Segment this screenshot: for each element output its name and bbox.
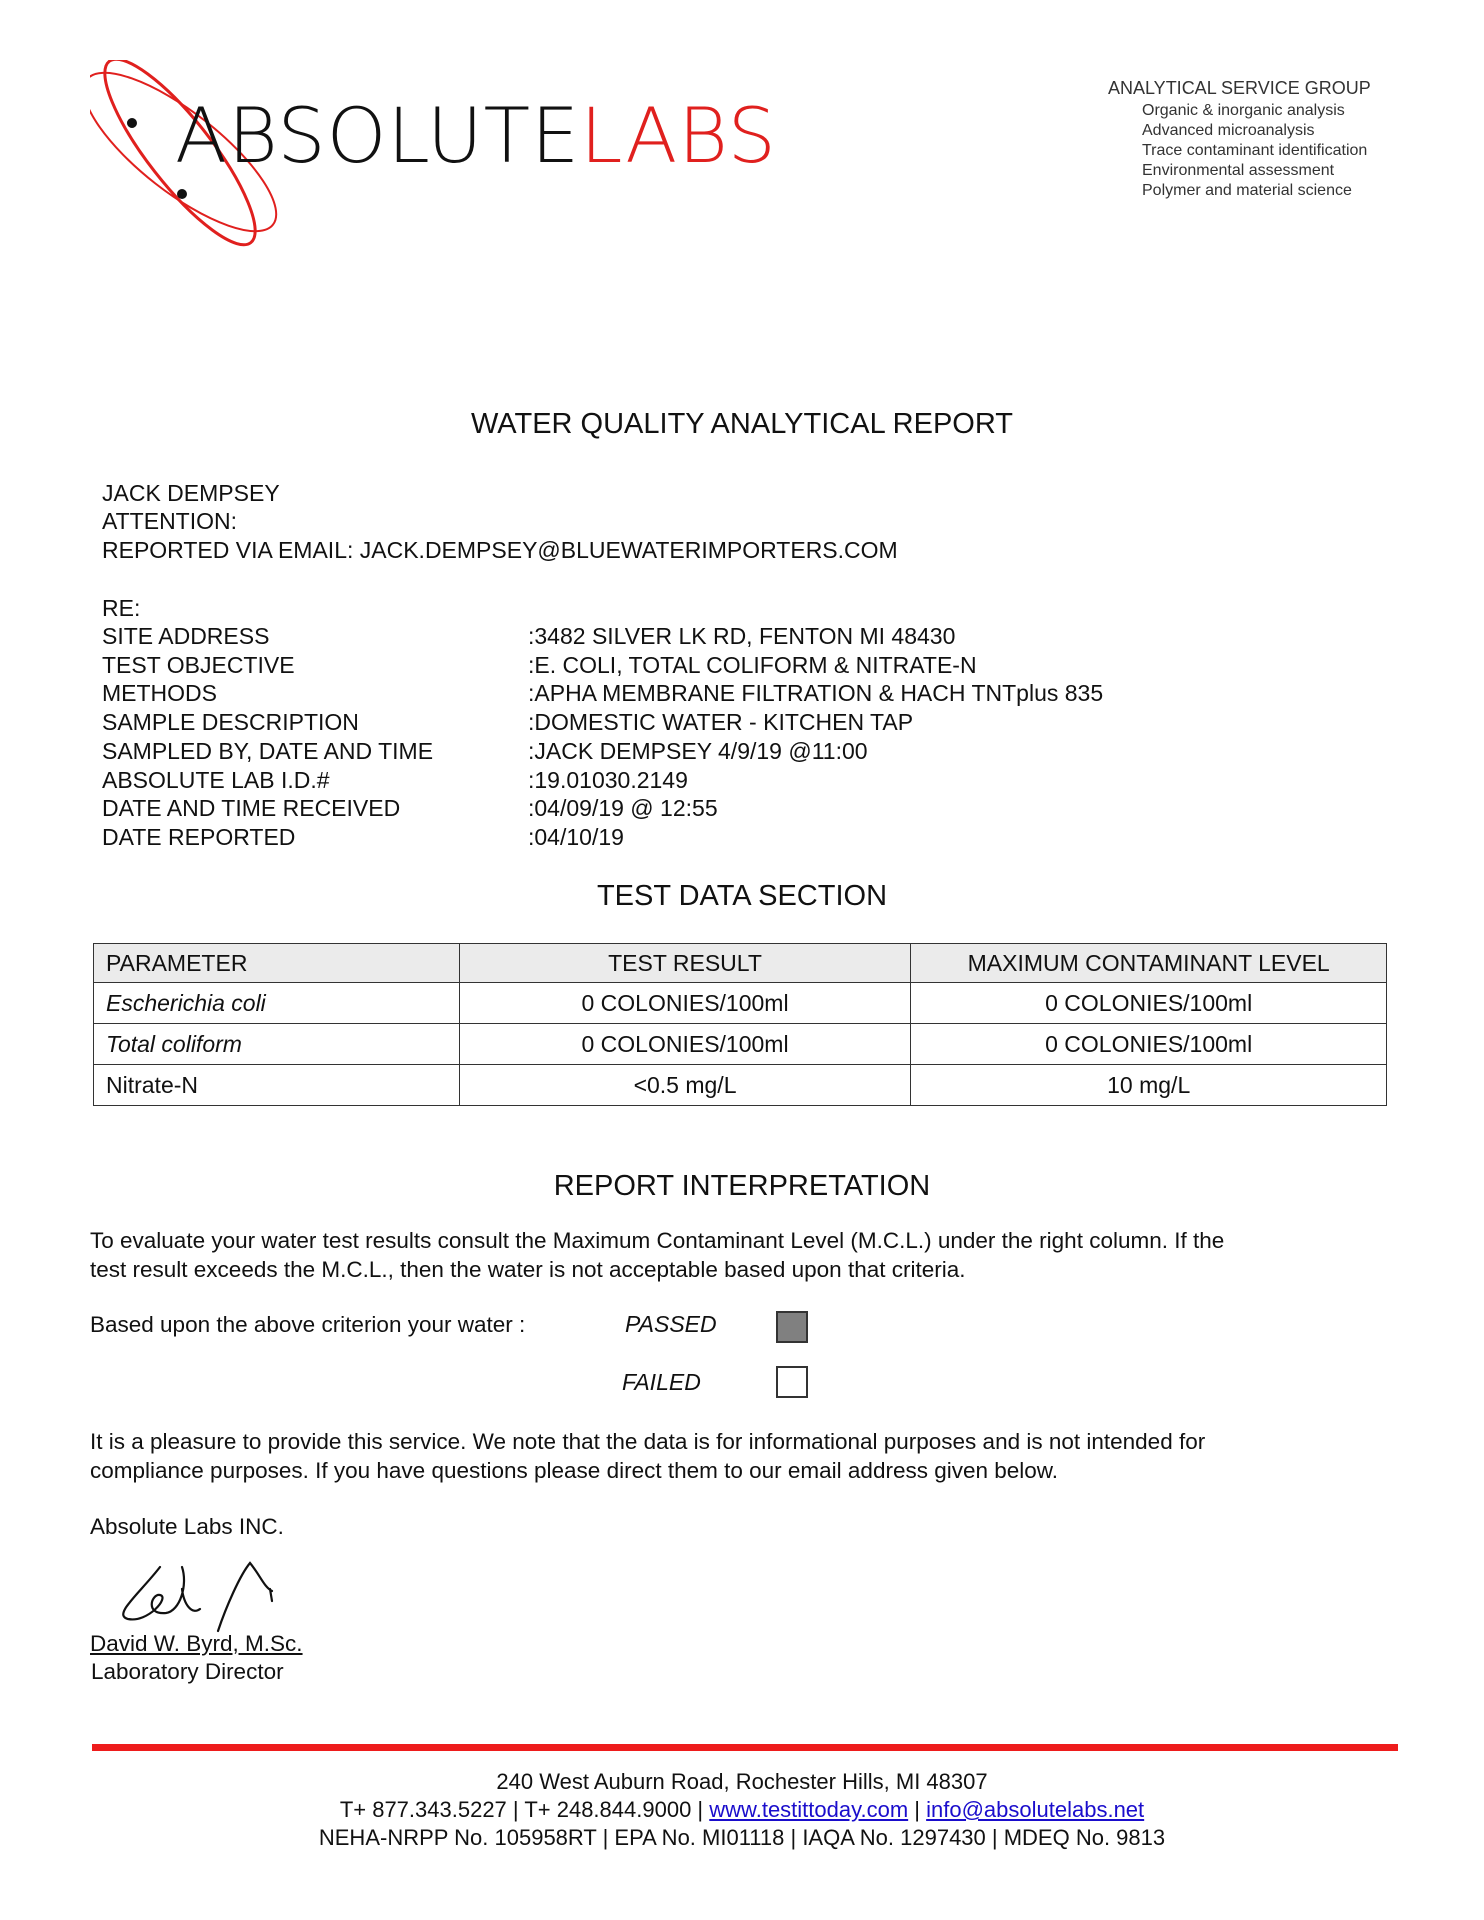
detail-row <box>102 766 1103 795</box>
footer-contact <box>0 1797 1484 1823</box>
detail-value: :JACK DEMPSEY 4/9/19 @11:00 <box>528 737 868 764</box>
detail-value: :APHA MEMBRANE FILTRATION & HACH TNTplus 835 <box>528 680 1104 707</box>
service-group <box>1108 78 1468 201</box>
footer-separator: | <box>914 1797 920 1822</box>
service-group-title: ANALYTICAL SERVICE GROUP <box>1108 78 1371 98</box>
test-results-table <box>93 943 1387 1106</box>
logo-text-labs: LABS <box>580 91 777 180</box>
service-item: Environmental assessment <box>1142 162 1335 179</box>
detail-label: METHODS <box>102 680 217 707</box>
detail-label: ABSOLUTE LAB I.D.# <box>102 766 330 793</box>
service-item: Polymer and material science <box>1142 182 1352 199</box>
client-name: JACK DEMPSEY <box>102 480 280 506</box>
company-logo <box>90 60 777 260</box>
result-cell: 0 COLONIES/100ml <box>459 1024 911 1065</box>
table-row <box>94 1065 1387 1106</box>
parameter-cell: Total coliform <box>94 1024 460 1065</box>
detail-value: :04/09/19 @ 12:55 <box>528 795 718 822</box>
detail-row <box>102 737 1103 766</box>
service-item: Advanced microanalysis <box>1142 122 1315 139</box>
detail-value: :3482 SILVER LK RD, FENTON MI 48430 <box>528 623 956 649</box>
passed-label: PASSED <box>625 1311 717 1337</box>
attention-line: ATTENTION: <box>102 508 238 534</box>
table-header-row <box>94 944 1387 983</box>
detail-label: TEST OBJECTIVE <box>102 651 295 678</box>
service-item: Trace contaminant identification <box>1142 142 1368 159</box>
logo-text-absolute: ABSOLUTE <box>175 91 581 180</box>
detail-row <box>102 622 1103 651</box>
footer-phones: T+ 877.343.5227 | T+ 248.844.9000 | <box>339 1797 704 1822</box>
signature-image <box>100 1545 330 1633</box>
detail-label: DATE REPORTED <box>102 823 296 850</box>
result-cell: <0.5 mg/L <box>459 1065 911 1106</box>
detail-value: :19.01030.2149 <box>528 766 688 793</box>
parameter-cell: Escherichia coli <box>94 983 460 1024</box>
detail-value: :E. COLI, TOTAL COLIFORM & NITRATE-N <box>528 651 977 678</box>
report-details <box>102 622 1103 852</box>
detail-label: SITE ADDRESS <box>102 623 270 649</box>
detail-row <box>102 651 1103 680</box>
detail-label: DATE AND TIME RECEIVED <box>102 795 401 822</box>
reported-via-email: REPORTED VIA EMAIL: JACK.DEMPSEY@BLUEWATERIMPORTERS.COM <box>102 537 898 563</box>
detail-row <box>102 794 1103 823</box>
mcl-cell: 0 COLONIES/100ml <box>911 983 1387 1024</box>
table-row <box>94 983 1387 1024</box>
logo-wordmark <box>175 91 777 180</box>
table-row <box>94 1024 1387 1065</box>
interpretation-text-line: To evaluate your water test results consult the Maximum Contaminant Level (M.C.L.) under the right column. If the <box>90 1228 1225 1253</box>
footer-registrations: NEHA-NRPP No. 105958RT | EPA No. MI01118 | IAQA No. 1297430 | MDEQ No. 9813 <box>318 1825 1166 1850</box>
detail-label: SAMPLED BY, DATE AND TIME <box>102 737 434 764</box>
parameter-cell: Nitrate-N <box>94 1065 460 1106</box>
closing-text-line: compliance purposes. If you have questions please direct them to our email address given below. <box>90 1458 1059 1483</box>
failed-checkbox <box>776 1366 808 1398</box>
mcl-cell: 10 mg/L <box>911 1065 1387 1106</box>
signer-name: David W. Byrd, M.Sc. <box>90 1631 303 1656</box>
detail-value: :04/10/19 <box>528 823 624 850</box>
detail-value: :DOMESTIC WATER - KITCHEN TAP <box>528 709 914 736</box>
re-label: RE: <box>102 595 141 621</box>
detail-row <box>102 823 1103 852</box>
interpretation-title: REPORT INTERPRETATION <box>553 1170 931 1202</box>
signer-title: Laboratory Director <box>91 1659 284 1684</box>
column-header-mcl: MAXIMUM CONTAMINANT LEVEL <box>911 944 1387 983</box>
passed-checkbox <box>776 1311 808 1343</box>
interpretation-text-line: test result exceeds the M.C.L., then the water is not acceptable based upon that criteria. <box>90 1257 966 1282</box>
closing-text-line: It is a pleasure to provide this service. We note that the data is for informational purposes and is not intended for <box>90 1429 1206 1454</box>
footer-divider <box>92 1744 1398 1751</box>
mcl-cell: 0 COLONIES/100ml <box>911 1024 1387 1065</box>
report-title: WATER QUALITY ANALYTICAL REPORT <box>471 408 1013 440</box>
column-header-parameter: PARAMETER <box>94 944 460 983</box>
result-cell: 0 COLONIES/100ml <box>459 983 911 1024</box>
detail-label: SAMPLE DESCRIPTION <box>102 709 359 736</box>
website-link[interactable]: www.testittoday.com <box>709 1797 909 1822</box>
column-header-result: TEST RESULT <box>459 944 911 983</box>
detail-row <box>102 708 1103 737</box>
detail-row <box>102 679 1103 708</box>
criterion-label: Based upon the above criterion your water : <box>90 1312 526 1337</box>
company-name: Absolute Labs INC. <box>90 1514 284 1539</box>
test-data-title: TEST DATA SECTION <box>596 880 888 912</box>
email-link[interactable]: info@absolutelabs.net <box>926 1797 1145 1822</box>
failed-label: FAILED <box>622 1369 701 1395</box>
service-item: Organic & inorganic analysis <box>1142 102 1345 119</box>
footer-address: 240 West Auburn Road, Rochester Hills, MI 48307 <box>496 1769 988 1794</box>
